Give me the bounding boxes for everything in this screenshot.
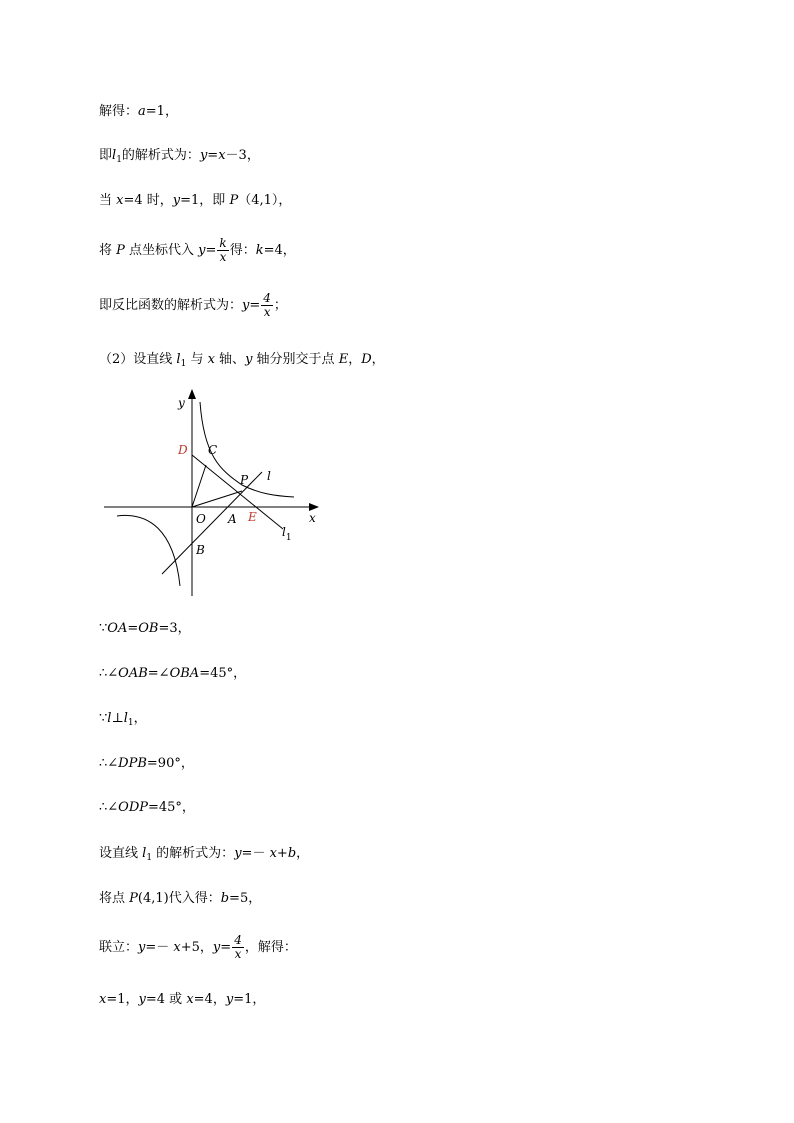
var: ODP xyxy=(118,800,148,815)
denominator: x xyxy=(234,947,242,961)
var: y xyxy=(234,846,242,861)
label-y-axis: y xyxy=(178,396,185,410)
text: ∵ xyxy=(99,711,108,726)
text: =1， xyxy=(233,992,266,1007)
line-solution-a xyxy=(99,104,178,120)
geometry-diagram xyxy=(100,386,330,601)
text: 的解析式为： xyxy=(121,148,200,163)
fraction xyxy=(232,934,244,961)
label-l1-sub: 1 xyxy=(285,533,292,543)
var-y: y xyxy=(199,148,208,163)
line-point-p xyxy=(99,193,291,209)
text: ， xyxy=(296,846,310,861)
var: l xyxy=(142,846,147,861)
var-l: l xyxy=(112,148,117,163)
text: =3， xyxy=(158,621,191,636)
var: y xyxy=(225,992,234,1007)
subscript: 1 xyxy=(116,155,122,165)
text: =－ xyxy=(145,940,174,955)
text: 将点 xyxy=(99,891,130,906)
proof-line-7 xyxy=(99,891,261,907)
segment-oc xyxy=(192,465,206,507)
label-l: l xyxy=(267,469,271,483)
hyperbola-branch-left xyxy=(117,515,180,586)
proof-line-5 xyxy=(99,800,195,816)
text: （2）设直线 xyxy=(99,352,177,367)
text: ∴∠ xyxy=(99,666,119,681)
text: +5， xyxy=(180,940,213,955)
segment-op xyxy=(192,491,242,507)
var-x: x xyxy=(116,193,124,208)
text: =4， xyxy=(193,992,226,1007)
text: =4 或 xyxy=(145,992,187,1007)
text: ， xyxy=(348,352,362,367)
subscript: 1 xyxy=(180,359,187,369)
var-y: y xyxy=(245,352,253,367)
var-k: k xyxy=(255,243,264,258)
text: 点坐标代入 xyxy=(124,243,199,258)
text: ∴∠ xyxy=(99,756,119,771)
line-substitute-k xyxy=(99,236,296,266)
text: 将 xyxy=(99,243,117,258)
line-l1-expression xyxy=(99,148,260,168)
label-p: P xyxy=(240,473,249,487)
text: 当 xyxy=(99,193,117,208)
text: 即 xyxy=(99,148,113,163)
var: b xyxy=(287,846,297,861)
text: 得： xyxy=(229,243,256,258)
text: =45°， xyxy=(148,800,195,815)
var: DPB xyxy=(118,756,147,771)
var: b xyxy=(220,891,230,906)
text: －3， xyxy=(225,148,260,163)
line-part-2 xyxy=(99,352,385,372)
text: 即反比函数的解析式为： xyxy=(99,298,243,313)
var: x xyxy=(99,992,107,1007)
subscript: 1 xyxy=(127,718,134,728)
text: (4,1)代入得： xyxy=(137,891,221,906)
proof-line-6 xyxy=(99,846,309,866)
subscript: 1 xyxy=(146,853,153,863)
text: =∠ xyxy=(147,666,170,681)
var: x xyxy=(186,992,194,1007)
var-y: y xyxy=(198,243,206,258)
text: ； xyxy=(273,298,287,313)
var: OBA xyxy=(169,666,200,681)
text: 的解析式为： xyxy=(152,846,235,861)
text: 联立： xyxy=(99,940,139,955)
var: x xyxy=(269,846,277,861)
var-a: a xyxy=(138,104,146,119)
fraction xyxy=(217,237,228,264)
var: y xyxy=(138,992,146,1007)
var: l xyxy=(123,711,128,726)
text: = xyxy=(249,298,261,313)
text: =－ xyxy=(241,846,270,861)
text: =4 时， xyxy=(123,193,173,208)
text: =4， xyxy=(263,243,296,258)
line-l xyxy=(162,472,262,574)
label-e: E xyxy=(248,510,257,524)
var-y: y xyxy=(172,193,181,208)
var-x: x xyxy=(173,940,181,955)
var: OB xyxy=(138,621,159,636)
var: OA xyxy=(107,621,128,636)
proof-line-8 xyxy=(99,933,297,963)
text: 轴分别交于点 xyxy=(252,352,339,367)
text: 设直线 xyxy=(99,846,143,861)
text: + xyxy=(276,846,288,861)
text: = xyxy=(205,243,217,258)
text: ∴∠ xyxy=(99,800,119,815)
text: ， xyxy=(133,711,147,726)
label-x-axis: x xyxy=(309,511,316,525)
var-p: P xyxy=(116,243,125,258)
text: （4,1）， xyxy=(238,193,292,208)
text: =1，即 xyxy=(180,193,230,208)
var: OAB xyxy=(118,666,148,681)
proof-line-4 xyxy=(99,756,194,772)
line-inverse-function xyxy=(99,291,287,321)
text: 与 xyxy=(186,352,208,367)
var-p: P xyxy=(229,193,239,208)
text: =5， xyxy=(229,891,262,906)
numerator: k xyxy=(219,236,227,250)
fraction xyxy=(261,292,273,319)
label-c: C xyxy=(208,443,218,457)
proof-line-9 xyxy=(99,992,265,1008)
text: 轴、 xyxy=(214,352,246,367)
var-y: y xyxy=(212,940,221,955)
label-o: O xyxy=(196,512,206,526)
var: P xyxy=(129,891,138,906)
text: = xyxy=(220,940,232,955)
var-y: y xyxy=(242,298,250,313)
text: = xyxy=(127,621,139,636)
text: =1， xyxy=(106,992,139,1007)
label-l1-base: l xyxy=(282,525,286,539)
text: =45°， xyxy=(199,666,247,681)
text: 解得： xyxy=(99,104,139,119)
var-y: y xyxy=(138,940,146,955)
numerator: 4 xyxy=(263,291,271,305)
numerator: 4 xyxy=(234,933,242,947)
text: ⊥ xyxy=(111,711,124,726)
text: ， xyxy=(371,352,385,367)
denominator: x xyxy=(263,305,271,319)
var-l: l xyxy=(176,352,181,367)
label-b: B xyxy=(196,543,205,557)
text: =90°， xyxy=(146,756,194,771)
denominator: x xyxy=(219,250,227,264)
var-x: x xyxy=(218,148,226,163)
text: ∵ xyxy=(99,621,108,636)
label-l1 xyxy=(282,525,292,543)
label-d: D xyxy=(178,443,188,457)
var: l xyxy=(107,711,112,726)
proof-line-3 xyxy=(99,711,147,731)
var-e: E xyxy=(338,352,349,367)
var-x: x xyxy=(207,352,215,367)
text: =1， xyxy=(145,104,178,119)
proof-line-1 xyxy=(99,621,191,637)
text: = xyxy=(207,148,219,163)
proof-line-2 xyxy=(99,666,246,682)
var-d: D xyxy=(361,352,372,367)
label-a: A xyxy=(228,512,237,526)
text: ，解得： xyxy=(244,940,297,955)
